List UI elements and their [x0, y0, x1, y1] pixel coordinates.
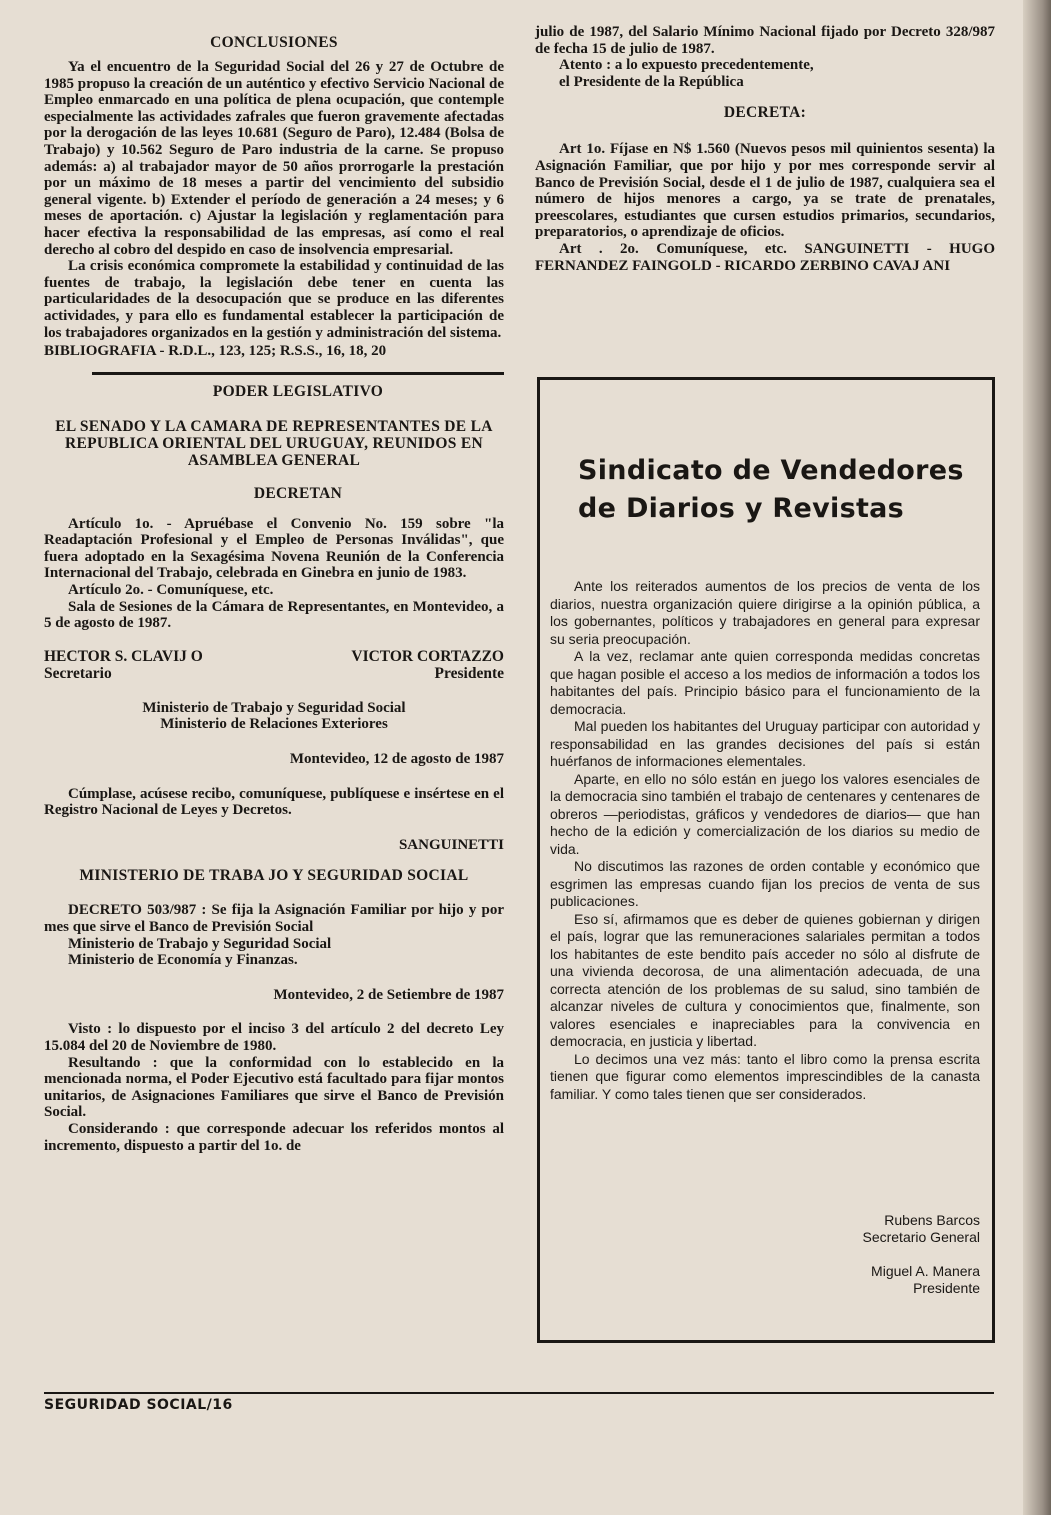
considerando: Considerando : que corresponde adecuar los referidos montos al incremento, dispuesto a partir del 1o. de [44, 1120, 504, 1154]
signature-presidente [351, 648, 504, 682]
section-divider [92, 372, 504, 375]
sindicato-paragraph-2: A la vez, reclamar ante quien corresponda medidas concretas que hagan posible el acceso a los medios de información a todos los habitantes del país. Principio básico para el funcionamiento de la democracia. [550, 648, 980, 717]
bibliografia: BIBLIOGRAFIA - R.D.L., 123, 125; R.S.S., 16, 18, 20 [44, 343, 387, 360]
signature-secretario [44, 648, 203, 682]
sindicato-title-line-2: de Diarios y Revistas [578, 493, 905, 524]
sindicato-signatures [760, 1212, 980, 1296]
decreta-articulo-1: Art 1o. Fíjase en N$ 1.560 (Nuevos pesos mil quinientos sesenta) la Asignación Familiar, que por hijo y por mes corresponde servir al Banco de Previsión Social, desde el 1 de julio de 1987, cualquiera sea el número de hijos menores a cargo, ya se trate de prenatales, preescolares, estudiantes que cursen estudios primarios, secundarios, preparatorios, o aprendizaje de oficios. [535, 141, 995, 241]
signature-name: HECTOR S. CLAVIJ O [44, 647, 203, 665]
decreto-continuacion: julio de 1987, del Salario Mínimo Nacional fijado por Decreto 328/987 de fecha 15 de julio de 1987. [535, 24, 995, 57]
sala-sesiones: Sala de Sesiones de la Cámara de Representantes, en Montevideo, a 5 de agosto de 1987. [44, 598, 504, 632]
signature-role: Presidente [913, 1279, 980, 1296]
atento-line-1: Atento : a lo expuesto precedentemente, [559, 57, 814, 74]
signatures-row [44, 648, 504, 682]
sindicato-body [550, 578, 980, 1103]
signature-name: Rubens Barcos [884, 1212, 980, 1228]
decreta-heading: DECRETA: [723, 104, 807, 122]
fecha-agosto: Montevideo, 12 de agosto de 1987 [289, 751, 504, 768]
conclusiones-paragraph-2: La crisis económica compromete la estabilidad y continuidad de las fuentes de trabajo, la legislación debe tener en cuenta las particularidades de la desocupación que se produce en las diferentes actividades, y para ello es fundamental establecer la participación de los trabajadores organizados en la gestión y administración del sistema. [44, 258, 504, 341]
sindicato-paragraph-1: Ante los reiterados aumentos de los precios de venta de los diarios, nuestra organización quiere dirigirse a la opinión pública, a los gobernantes, políticos y trabajadores en general para expresar su seria preocupación. [550, 578, 980, 647]
signature-name: VICTOR CORTAZZO [351, 647, 504, 665]
ministerio-relaciones: Ministerio de Relaciones Exteriores [160, 716, 388, 733]
conclusiones-paragraph-1: Ya el encuentro de la Seguridad Social del 26 y 27 de Octubre de 1985 propuso la creación de un auténtico y efectivo Servicio Nacional de Empleo enmarcado en una política de plena ocupación, que contemple especialmente las actividades zafrales que fueron gravemente afectadas por la derogación de las leyes 10.681 (Seguro de Paro), 12.484 (Bolsa de Trabajo) y 10.562 Seguro de Paro industria de la carne. Se propuso además: a) al trabajador mayor de 50 años prorrogarle la prestación por un máximo de 18 meses a partir del vencimiento del subsidio general vigente. b) Extender el período de generación a 24 meses; y 6 meses de aportación. c) Ajustar la legislación y reglamentación para hacer efectiva la responsabilidad de las empresas, así como el real derecho al cobro del despido en caso de insolvencia empresarial. [44, 59, 504, 258]
decretan-heading: DECRETAN [253, 484, 343, 502]
resultando: Resultando : que la conformidad con lo establecido en la mencionada norma, el Poder Ejecutivo está facultado para fijar montos unitarios, de Asignaciones Familiares que sirve el Banco de Previsión Social. [44, 1054, 504, 1121]
sindicato-paragraph-3: Mal pueden los habitantes del Uruguay participar con autoridad y responsabilidad en las grandes decisiones del país si están huérfanos de informaciones elementales. [550, 718, 980, 769]
sindicato-title-line-1: Sindicato de Vendedores [578, 455, 964, 486]
atento-line-2: el Presidente de la República [559, 73, 744, 90]
poder-legislativo-heading: PODER LEGISLATIVO [212, 382, 384, 400]
sindicato-paragraph-7: Lo decimos una vez más: tanto el libro como la prensa escrita tienen que figurar como elementos imprescindibles de la canasta familiar. Y como tales tienen que ser considerados. [550, 1050, 980, 1102]
sanguinetti-signature: SANGUINETTI [398, 836, 504, 853]
sindicato-title [578, 452, 968, 528]
conclusiones-heading: CONCLUSIONES [210, 34, 338, 51]
signature-name: Miguel A. Manera [871, 1263, 980, 1280]
sindicato-paragraph-5: No discutimos las razones de orden contable y económico que esgrimen las empresas cuando fijan los precios de venta de sus publicaciones. [550, 858, 980, 909]
fecha-setiembre: Montevideo, 2 de Setiembre de 1987 [273, 986, 504, 1003]
signature-role: Secretario General [862, 1228, 980, 1245]
cumplase: Cúmplase, acúsese recibo, comuníquese, publíquese e insértese en el Registro Nacional de Leyes y Decretos. [44, 785, 504, 819]
ministerio-trabajo-2: Ministerio de Trabajo y Seguridad Social [68, 935, 332, 952]
page-footer: SEGURIDAD SOCIAL/16 [44, 1397, 233, 1413]
page-edge-shadow [1023, 0, 1051, 1515]
sindicato-notice-box [537, 377, 995, 1343]
sindicato-paragraph-6: Eso sí, afirmamos que es deber de quienes gobiernan y dirigen el país, lograr que las remuneraciones salariales permitan a todos los habitantes de este bendito país acceder no sólo al disfrute de una vivienda decorosa, de una alimentación adecuada, de una correcta atención de los problemas de su salud, sino también de alcanzar niveles de cultura y conocimientos que, finalmente, son valores esenciales e inapreciables para la convivencia en democracia, en justicia y libertad. [550, 910, 980, 1049]
sindicato-paragraph-4: Aparte, en ello no sólo están en juego los valores esenciales de la democracia sino también el trabajo de centenares y centenares de obreros —periodistas, gráficos y vendedores de diarios— que han hecho de la edición y comercialización de los diarios su medio de vida. [550, 770, 980, 857]
decreta-articulo-2: Art . 2o. Comuníquese, etc. SANGUINETTI - HUGO FERNANDEZ FAINGOLD - RICARDO ZERBINO CAVAJ ANI [535, 240, 995, 274]
right-column [535, 20, 995, 274]
ministerio-trabajo: Ministerio de Trabajo y Seguridad Social [142, 699, 406, 716]
articulo-2: Artículo 2o. - Comuníquese, etc. [68, 582, 274, 599]
signature-role: Secretario [44, 664, 112, 682]
signature-role: Presidente [434, 664, 504, 682]
articulo-1: Artículo 1o. - Apruébase el Convenio No. 159 sobre "la Readaptación Profesional y el Empleo de Personas Inválidas", que fuera adoptado en la Sexagésima Novena Reunión de la Conferencia Internacional del Trabajo, celebrada en Ginebra en junio de 1983. [44, 515, 504, 582]
left-column [44, 20, 504, 1154]
footer-divider [44, 1392, 994, 1394]
ministerio-economia: Ministerio de Economía y Finanzas. [68, 952, 298, 969]
senado-heading: EL SENADO Y LA CAMARA DE REPRESENTANTES DE LA REPUBLICA ORIENTAL DEL URUGUAY, REUNIDOS EN ASAMBLEA GENERAL [55, 417, 493, 469]
ministerio-trabajo-heading: MINISTERIO DE TRABA JO Y SEGURIDAD SOCIAL [79, 867, 469, 885]
visto: Visto : lo dispuesto por el inciso 3 del artículo 2 del decreto Ley 15.084 del 20 de Noviembre de 1980. [44, 1021, 504, 1054]
decreto-503: DECRETO 503/987 : Se fija la Asignación Familiar por hijo y por mes que sirve el Banco de Previsión Social [44, 902, 504, 935]
